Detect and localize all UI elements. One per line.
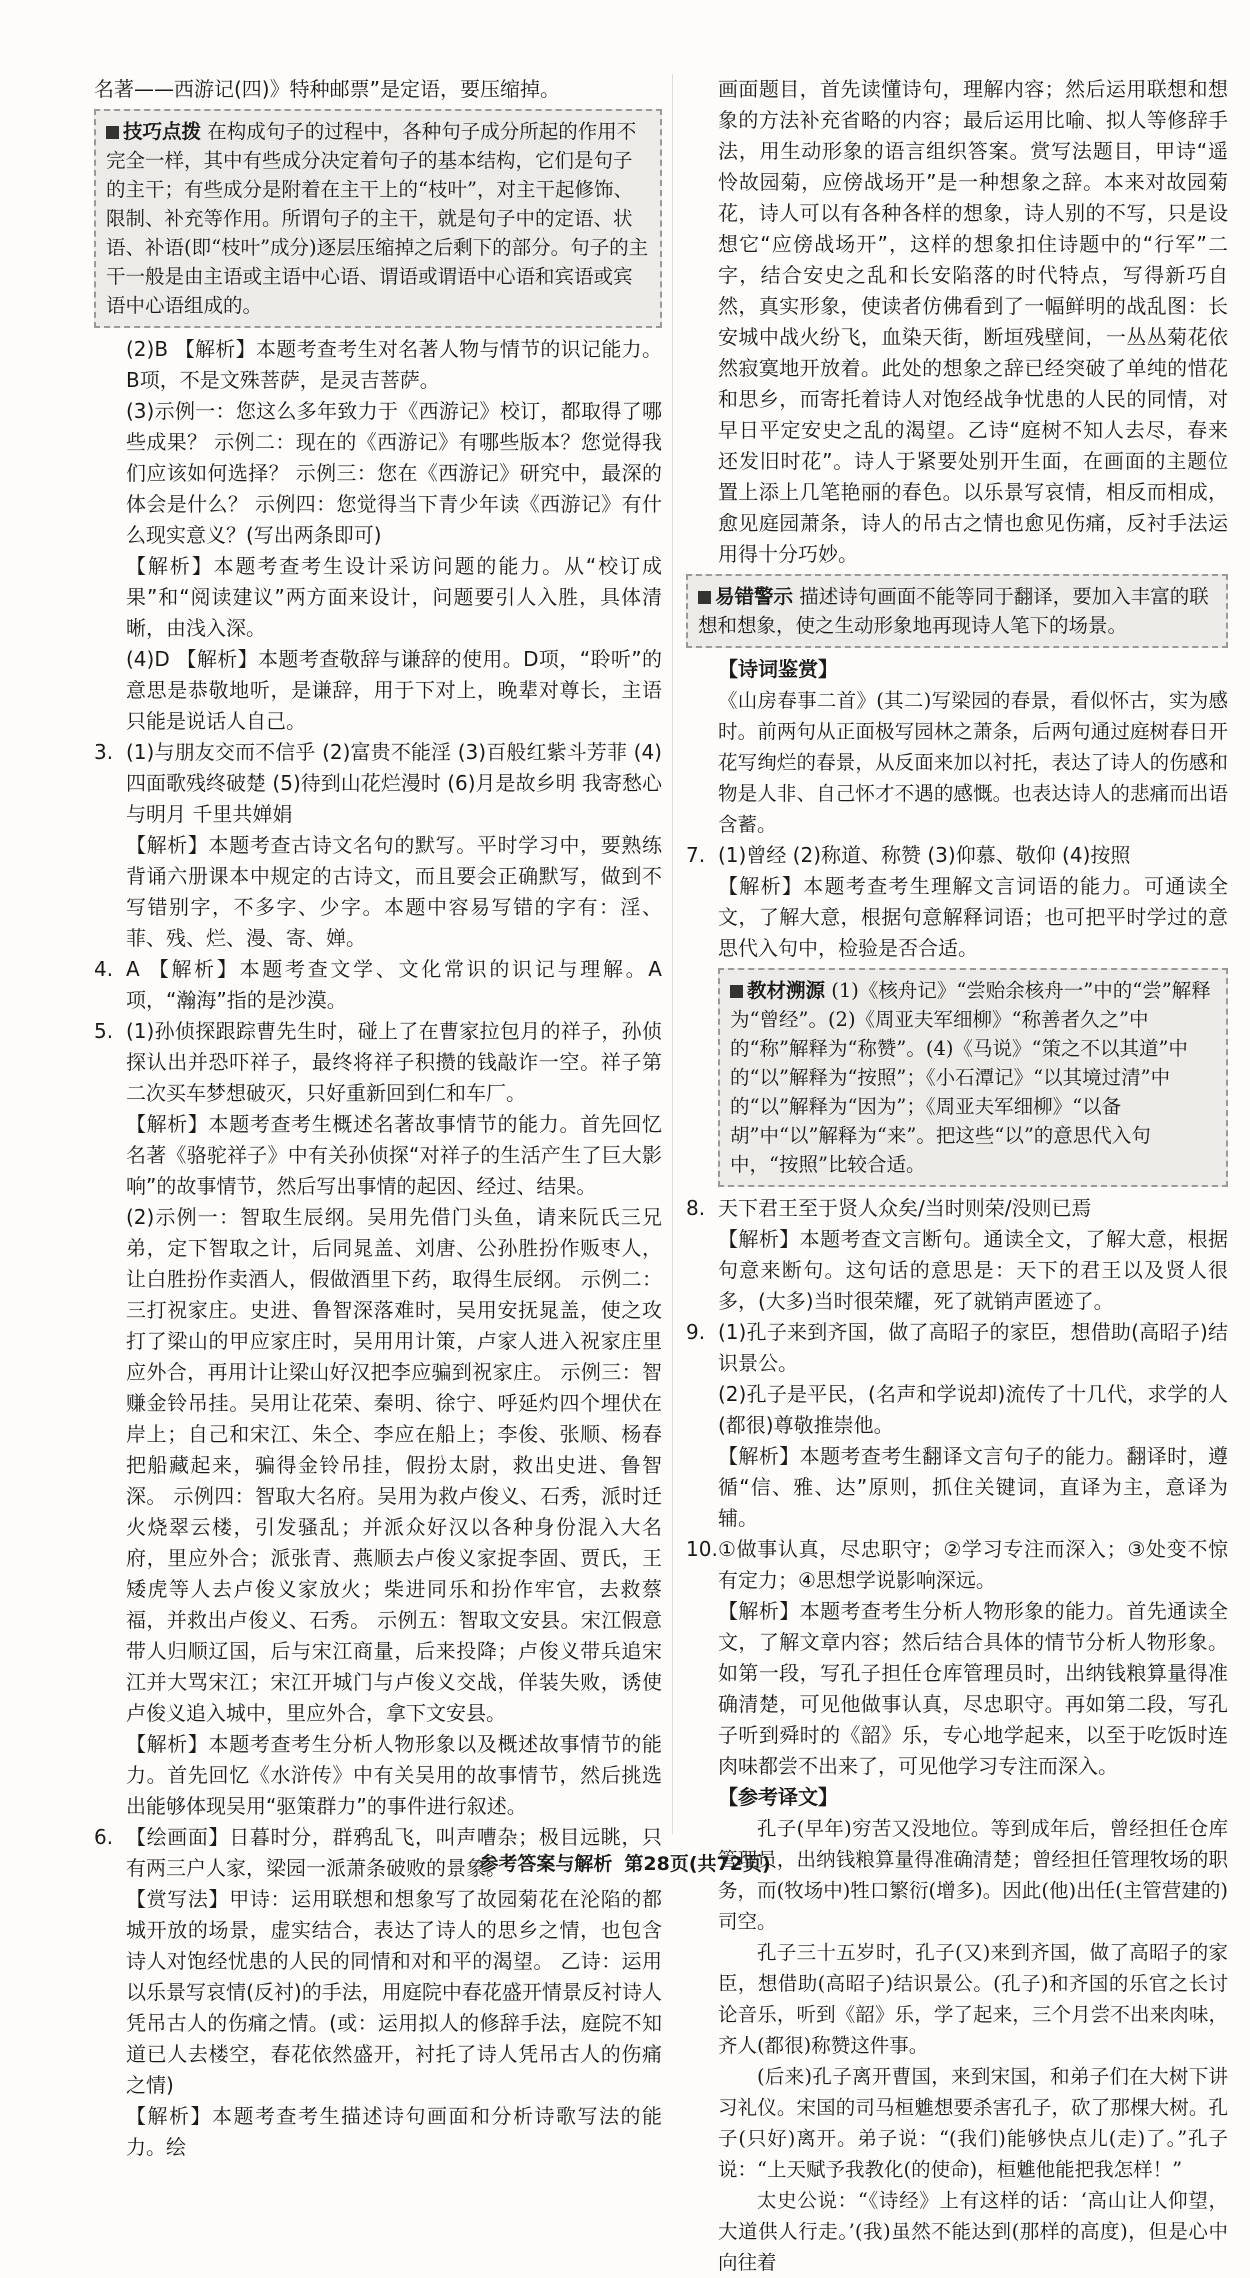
square-bullet-icon (106, 126, 119, 139)
question-number: 4. (94, 957, 114, 981)
analysis: 【解析】本题考查考生描述诗句画面和分析诗歌写法的能力。绘 (126, 2104, 662, 2159)
question-10 (686, 1534, 1228, 2278)
appreciation-text: 《山房春事二首》(其二)写梁园的春景，看似怀古，实为感时。前两句从正面极写园林之萧条，后两句通过庭树春日开花写绚烂的春景，从反面来加以衬托，表达了诗人的伤感和物是人非、自己怀才不遇的感慨。也表达诗人的悲痛而出语含蓄。 (718, 689, 1228, 836)
analysis: 【解析】本题考查考生分析人物形象的能力。首先通读全文，了解文章内容；然后结合具体的情节分析人物形象。如第一段，写孔子担任仓库管理员时，出纳钱粮算量得准确清楚，可见他做事认真，尽忠职守。再如第二段，写孔子听到舜时的《韶》乐，专心地学起来，以至于吃饭时连肉味都尝不出来了，可见他学习专注而深入。 (718, 1599, 1228, 1778)
answer-2: (2)孔子是平民，(名声和学说却)流传了十几代，求学的人(都很)尊敬推崇他。 (718, 1382, 1228, 1437)
question-3 (94, 737, 662, 954)
right-column (686, 74, 1228, 2278)
question-9 (686, 1317, 1228, 1534)
answer: A 【解析】本题考查文学、文化常识的识记与理解。A项，“瀚海”指的是沙漠。 (126, 957, 662, 1012)
question-number: 9. (686, 1320, 706, 1344)
warning-box (686, 574, 1228, 648)
source-box-text: (1)《核舟记》“尝贻余核舟一”中的“尝”解释为“曾经”。(2)《周亚夫军细柳》“称善者久之”中的“称”解释为“称赞”。(4)《马说》“策之不以其道”中的“以”解释为“按照”；《小石潭记》“以其境过清”中的“以”解释为“因为”；《周亚夫军细柳》“以备胡”中“以”解释为“来”。把这些“以”的意思代入句中，“按照”比较合适。 (730, 979, 1211, 1176)
analysis: 【解析】本题考查文言断句。通读全文，了解大意，根据句意来断句。这句话的意思是：天下的君王以及贤人很多，(大多)当时很荣耀，死了就销声匿迹了。 (718, 1227, 1228, 1313)
analysis: 【解析】本题考查考生翻译文言句子的能力。翻译时，遵循“信、雅、达”原则，抓住关键词，直译为主，意译为辅。 (718, 1444, 1228, 1530)
answer: ①做事认真，尽忠职守；②学习专注而深入；③处变不惊有定力；④思想学说影响深远。 (718, 1537, 1228, 1592)
warning-box-label: 易错警示 (715, 585, 794, 608)
source-box (718, 968, 1228, 1187)
column-divider (672, 74, 673, 1834)
answer: (1)与朋友交而不信乎 (2)富贵不能淫 (3)百般红紫斗芳菲 (4)四面歌残终破楚 (5)待到山花烂漫时 (6)月是故乡明 我寄愁心与明月 千里共婵娟 (126, 740, 662, 826)
q2-4: (4)D 【解析】本题考查敬辞与谦辞的使用。D项，“聆听”的意思是恭敬地听，是谦辞，用于下对上，晚辈对尊长，主语只能是说话人自己。 (126, 647, 662, 733)
tip-box (94, 109, 662, 328)
q2-2: (2)B 【解析】本题考查考生对名著人物与情节的识记能力。B项，不是文殊菩萨，是灵吉菩萨。 (126, 337, 662, 392)
analysis-2: 【解析】本题考查考生分析人物形象以及概述故事情节的能力。首先回忆《水浒传》中有关吴用的故事情节，然后挑选出能够体现吴用“驱策群力”的事件进行叙述。 (126, 1732, 662, 1818)
question-5 (94, 1016, 662, 1822)
translation-paragraph: 太史公说：“《诗经》上有这样的话：‘高山让人仰望，大道供人行走。’(我)虽然不能达到(那样的高度)，但是心中向往着 (718, 2189, 1228, 2274)
answer: (1)曾经 (2)称道、称赞 (3)仰慕、敬仰 (4)按照 (718, 843, 1131, 867)
question-7 (686, 840, 1228, 964)
analysis: 【解析】本题考查古诗文名句的默写。平时学习中，要熟练背诵六册课本中规定的古诗文，而且要会正确默写，做到不写错别字，不多字、少字。本题中容易写错的字有：淫、菲、残、烂、漫、寄、婵。 (126, 833, 662, 950)
translation-paragraph: 孔子三十五岁时，孔子(又)来到齐国，做了高昭子的家臣，想借助(高昭子)结识景公。(孔子)和齐国的乐官之长讨论音乐，听到《韶》乐，学了起来，三个月尝不出来肉味，齐人(都很)称赞这件事。 (718, 1941, 1228, 2057)
question-number: 10. (686, 1537, 718, 1561)
analysis-1: 【解析】本题考查考生概述名著故事情节的能力。首先回忆名著《骆驼祥子》中有关孙侦探“对祥子的生活产生了巨大影响”的故事情节，然后写出事情的起因、经过、结果。 (126, 1112, 662, 1198)
translation-paragraph: 孔子(早年)穷苦又没地位。等到成年后，曾经担任仓库管理员，出纳钱粮算量得准确清楚；曾经担任管理牧场的职务，而(牧场中)牲口繁衍(增多)。因此(他)出任(主管营建的)司空。 (718, 1817, 1228, 1933)
q2-3-analysis: 【解析】本题考查考生设计采访问题的能力。从“校订成果”和“阅读建议”两方面来设计，问题要引人入胜，具体清晰，由浅入深。 (126, 554, 662, 640)
tip-box-text: 在构成句子的过程中，各种句子成分所起的作用不完全一样，其中有些成分决定着句子的基本结构，它们是句子的主干；有些成分是附着在主干上的“枝叶”，对主干起修饰、限制、补充等作用。所谓句子的主干，就是句子中的定语、状语、补语(即“枝叶”成分)逐层压缩掉之后剩下的部分。句子的主干一般是由主语或主语中心语、谓语或谓语中心语和宾语或宾语中心语组成的。 (106, 120, 649, 317)
footer-book-title: 参考答案与解析 (479, 1853, 613, 1875)
analysis: 【解析】本题考查考生理解文言词语的能力。可通读全文，了解大意，根据句意解释词语；也可把平时学过的意思代入句中，检验是否合适。 (718, 874, 1228, 960)
question-8 (686, 1193, 1228, 1317)
footer-page-number: 第28页(共72页) (624, 1853, 771, 1875)
intro-line: 名著——西游记(四)》特种邮票”是定语，要压缩掉。 (94, 77, 560, 101)
question-number: 7. (686, 843, 706, 867)
translation-paragraph: (后来)孔子离开曹国，来到宋国，和弟子们在大树下讲习礼仪。宋国的司马桓魋想要杀害孔子，砍了那棵大树。孔子(只好)离开。弟子说：“(我们)能够快点儿(走)了。”孔子说：“上天赋予我教化(的使命)，桓魋他能把我怎样！” (718, 2065, 1228, 2181)
translation-title: 【参考译文】 (718, 1785, 838, 1809)
question-number: 6. (94, 1825, 114, 1849)
tip-box-label: 技巧点拨 (123, 120, 202, 143)
q6-analysis-continued: 画面题目，首先读懂诗句，理解内容；然后运用联想和想象的方法补充省略的内容；最后运用比喻、拟人等修辞手法，用生动形象的语言组织答案。赏写法题目，甲诗“遥怜故园菊，应傍战场开”是一种想象之辞。本来对故园菊花，诗人可以有各种各样的想象，诗人别的不写，只是设想它“应傍战场开”，这样的想象扣住诗题中的“行军”二字，结合安史之乱和长安陷落的时代特点，写得新巧自然，真实形象，使读者仿佛看到了一幅鲜明的战乱图：长安城中战火纷飞，血染天街，断垣残壁间，一丛丛菊花依然寂寞地开放着。此处的想象之辞已经突破了单纯的惜花和思乡，而寄托着诗人对饱经战争忧患的人民的同情，对早日平定安史之乱的渴望。乙诗“庭树不知人去尽，春来还发旧时花”。诗人于紧要处别开生面，在画面的主题位置上添上几笔艳丽的春色。以乐景写哀情，相反而相成，愈见庭园萧条，诗人的吊古之情也愈见伤痛，反衬手法运用得十分巧妙。 (718, 77, 1228, 566)
draw-scene: 【绘画面】日暮时分，群鸦乱飞，叫声嘈杂；极目远眺，只有两三户人家，梁园一派萧条破败的景象。 (126, 1825, 662, 1880)
square-bullet-icon (730, 985, 743, 998)
appreciate-technique: 【赏写法】甲诗：运用联想和想象写了故园菊花在沦陷的都城开放的场景，虚实结合，表达了诗人的思乡之情，也包含诗人对饱经忧患的人民的同情和对和平的渴望。 乙诗：运用以乐景写哀情(反衬)的手法，用庭院中春花盛开情景反衬诗人凭吊古人的伤痛之情。(或：运用拟人的修辞手法，庭院不知道已人去楼空，春花依然盛开，衬托了诗人凭吊古人的伤痛之情) (126, 1887, 662, 2097)
warning-box-text: 描述诗句画面不能等同于翻译，要加入丰富的联想和想象，使之生动形象地再现诗人笔下的场景。 (698, 585, 1209, 637)
left-column (94, 74, 662, 2163)
question-number: 8. (686, 1196, 706, 1220)
question-4 (94, 954, 662, 1016)
answer: 天下君王至于贤人众矣/当时则荣/没则已焉 (718, 1196, 1092, 1220)
answer-1: (1)孙侦探跟踪曹先生时，碰上了在曹家拉包月的祥子，孙侦探认出并恐吓祥子，最终将祥子积攒的钱敲诈一空。祥子第二次买车梦想破灭，只好重新回到仁和车厂。 (126, 1019, 662, 1105)
question-number: 5. (94, 1019, 114, 1043)
answer-1: (1)孔子来到齐国，做了高昭子的家臣，想借助(高昭子)结识景公。 (718, 1320, 1228, 1375)
source-box-label: 教材溯源 (747, 979, 826, 1002)
answer-2: (2)示例一：智取生辰纲。吴用先借门头鱼，请来阮氏三兄弟，定下智取之计，后同晁盖、刘唐、公孙胜扮作贩枣人，让白胜扮作卖酒人，假做酒里下药，取得生辰纲。 示例二：三打祝家庄。史进、鲁智深落难时，吴用安抚晁盖，使之攻打了梁山的甲应家庄时，吴用用计策，卢家人进入祝家庄里应外合，再用计让梁山好汉把李应骗到祝家庄。 示例三：智赚金铃吊挂。吴用让花荣、秦明、徐宁、呼延灼四个埋伏在岸上；自己和宋江、朱仝、李应在船上；李俊、张顺、杨春把船藏起来，骗得金铃吊挂，假扮太尉，救出史进、鲁智深。 示例四：智取大名府。吴用为救卢俊义、石秀，派时迁火烧翠云楼，引发骚乱；并派众好汉以各种身份混入大名府，里应外合；派张青、燕顺去卢俊义家捉李固、贾氏，王矮虎等人去卢俊义家放火；柴进同乐和扮作牢官，去救蔡福，并救出卢俊义、石秀。 示例五：智取文安县。宋江假意带人归顺辽国，后与宋江商量，后来投降；卢俊义带兵追宋江并大骂宋江；宋江开城门与卢俊义交战，佯装失败，诱使卢俊义追入城中，里应外合，拿下文安县。 (126, 1205, 662, 1725)
q2-3: (3)示例一：您这么多年致力于《西游记》校订，都取得了哪些成果？ 示例二：现在的《西游记》有哪些版本？您觉得我们应该如何选择？ 示例三：您在《西游记》研究中，最深的体会是什么？ 示例四：您觉得当下青少年读《西游记》有什么现实意义？(写出两条即可) (126, 399, 662, 547)
page-footer (0, 1852, 1250, 1876)
square-bullet-icon (698, 591, 711, 604)
appreciation-title: 【诗词鉴赏】 (718, 657, 838, 681)
question-number: 3. (94, 740, 114, 764)
